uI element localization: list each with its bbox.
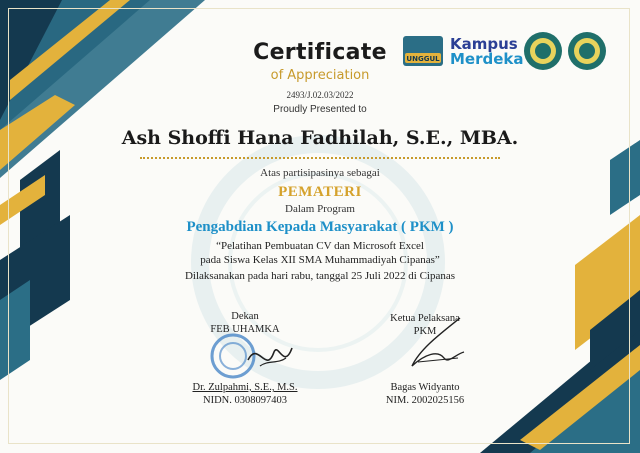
- unggul-label: UNGGUL: [406, 55, 440, 63]
- presented-to-label: Proudly Presented to: [273, 104, 367, 115]
- university-seal-icon: [523, 31, 563, 71]
- certificate-title: Certificate: [253, 40, 387, 65]
- right-signatory-name: Bagas Widyanto: [390, 382, 460, 393]
- certificate-subtitle: of Appreciation: [270, 68, 370, 83]
- program-label: Dalam Program: [285, 203, 355, 215]
- recipient-name: Ash Shoffi Hana Fadhilah, S.E., MBA.: [121, 127, 519, 149]
- role-label: PEMATERI: [278, 184, 362, 200]
- left-signatory-title: Dekan: [231, 311, 259, 322]
- right-signatory-title: Ketua Pelaksana: [390, 313, 460, 324]
- program-name: Pengabdian Kepada Masyarakat ( PKM ): [186, 219, 454, 235]
- faculty-seal-icon: [567, 31, 607, 71]
- event-date-line: Dilaksanakan pada hari rabu, tanggal 25 Juli 2022 di Cipanas: [184, 270, 456, 282]
- left-signatory-id: NIDN. 0308097403: [203, 395, 287, 406]
- left-signatory-name: Dr. Zulpahmi, S.E., M.S.: [192, 382, 298, 393]
- kampus-logo-line2: Merdeka: [450, 50, 524, 68]
- certificate-number: 2493/J.02.03/2022: [286, 90, 354, 100]
- signature-right: [400, 314, 470, 374]
- kampus-logo-line1: Kampus: [450, 35, 518, 53]
- stamp-and-signature-left: [208, 330, 298, 380]
- name-divider: [140, 157, 500, 159]
- kampus-merdeka-logo: [450, 37, 524, 67]
- activity-line-1: “Pelatihan Pembuatan CV dan Microsoft Excel: [216, 240, 424, 252]
- activity-line-2: pada Siswa Kelas XII SMA Muhammadiyah Cipanas”: [200, 254, 440, 266]
- right-signatory-id: NIM. 2002025156: [385, 395, 465, 406]
- left-signatory-unit: FEB UHAMKA: [210, 324, 280, 335]
- intro-text: Atas partisipasinya sebagai: [260, 167, 380, 179]
- right-signatory-unit: PKM: [413, 326, 437, 337]
